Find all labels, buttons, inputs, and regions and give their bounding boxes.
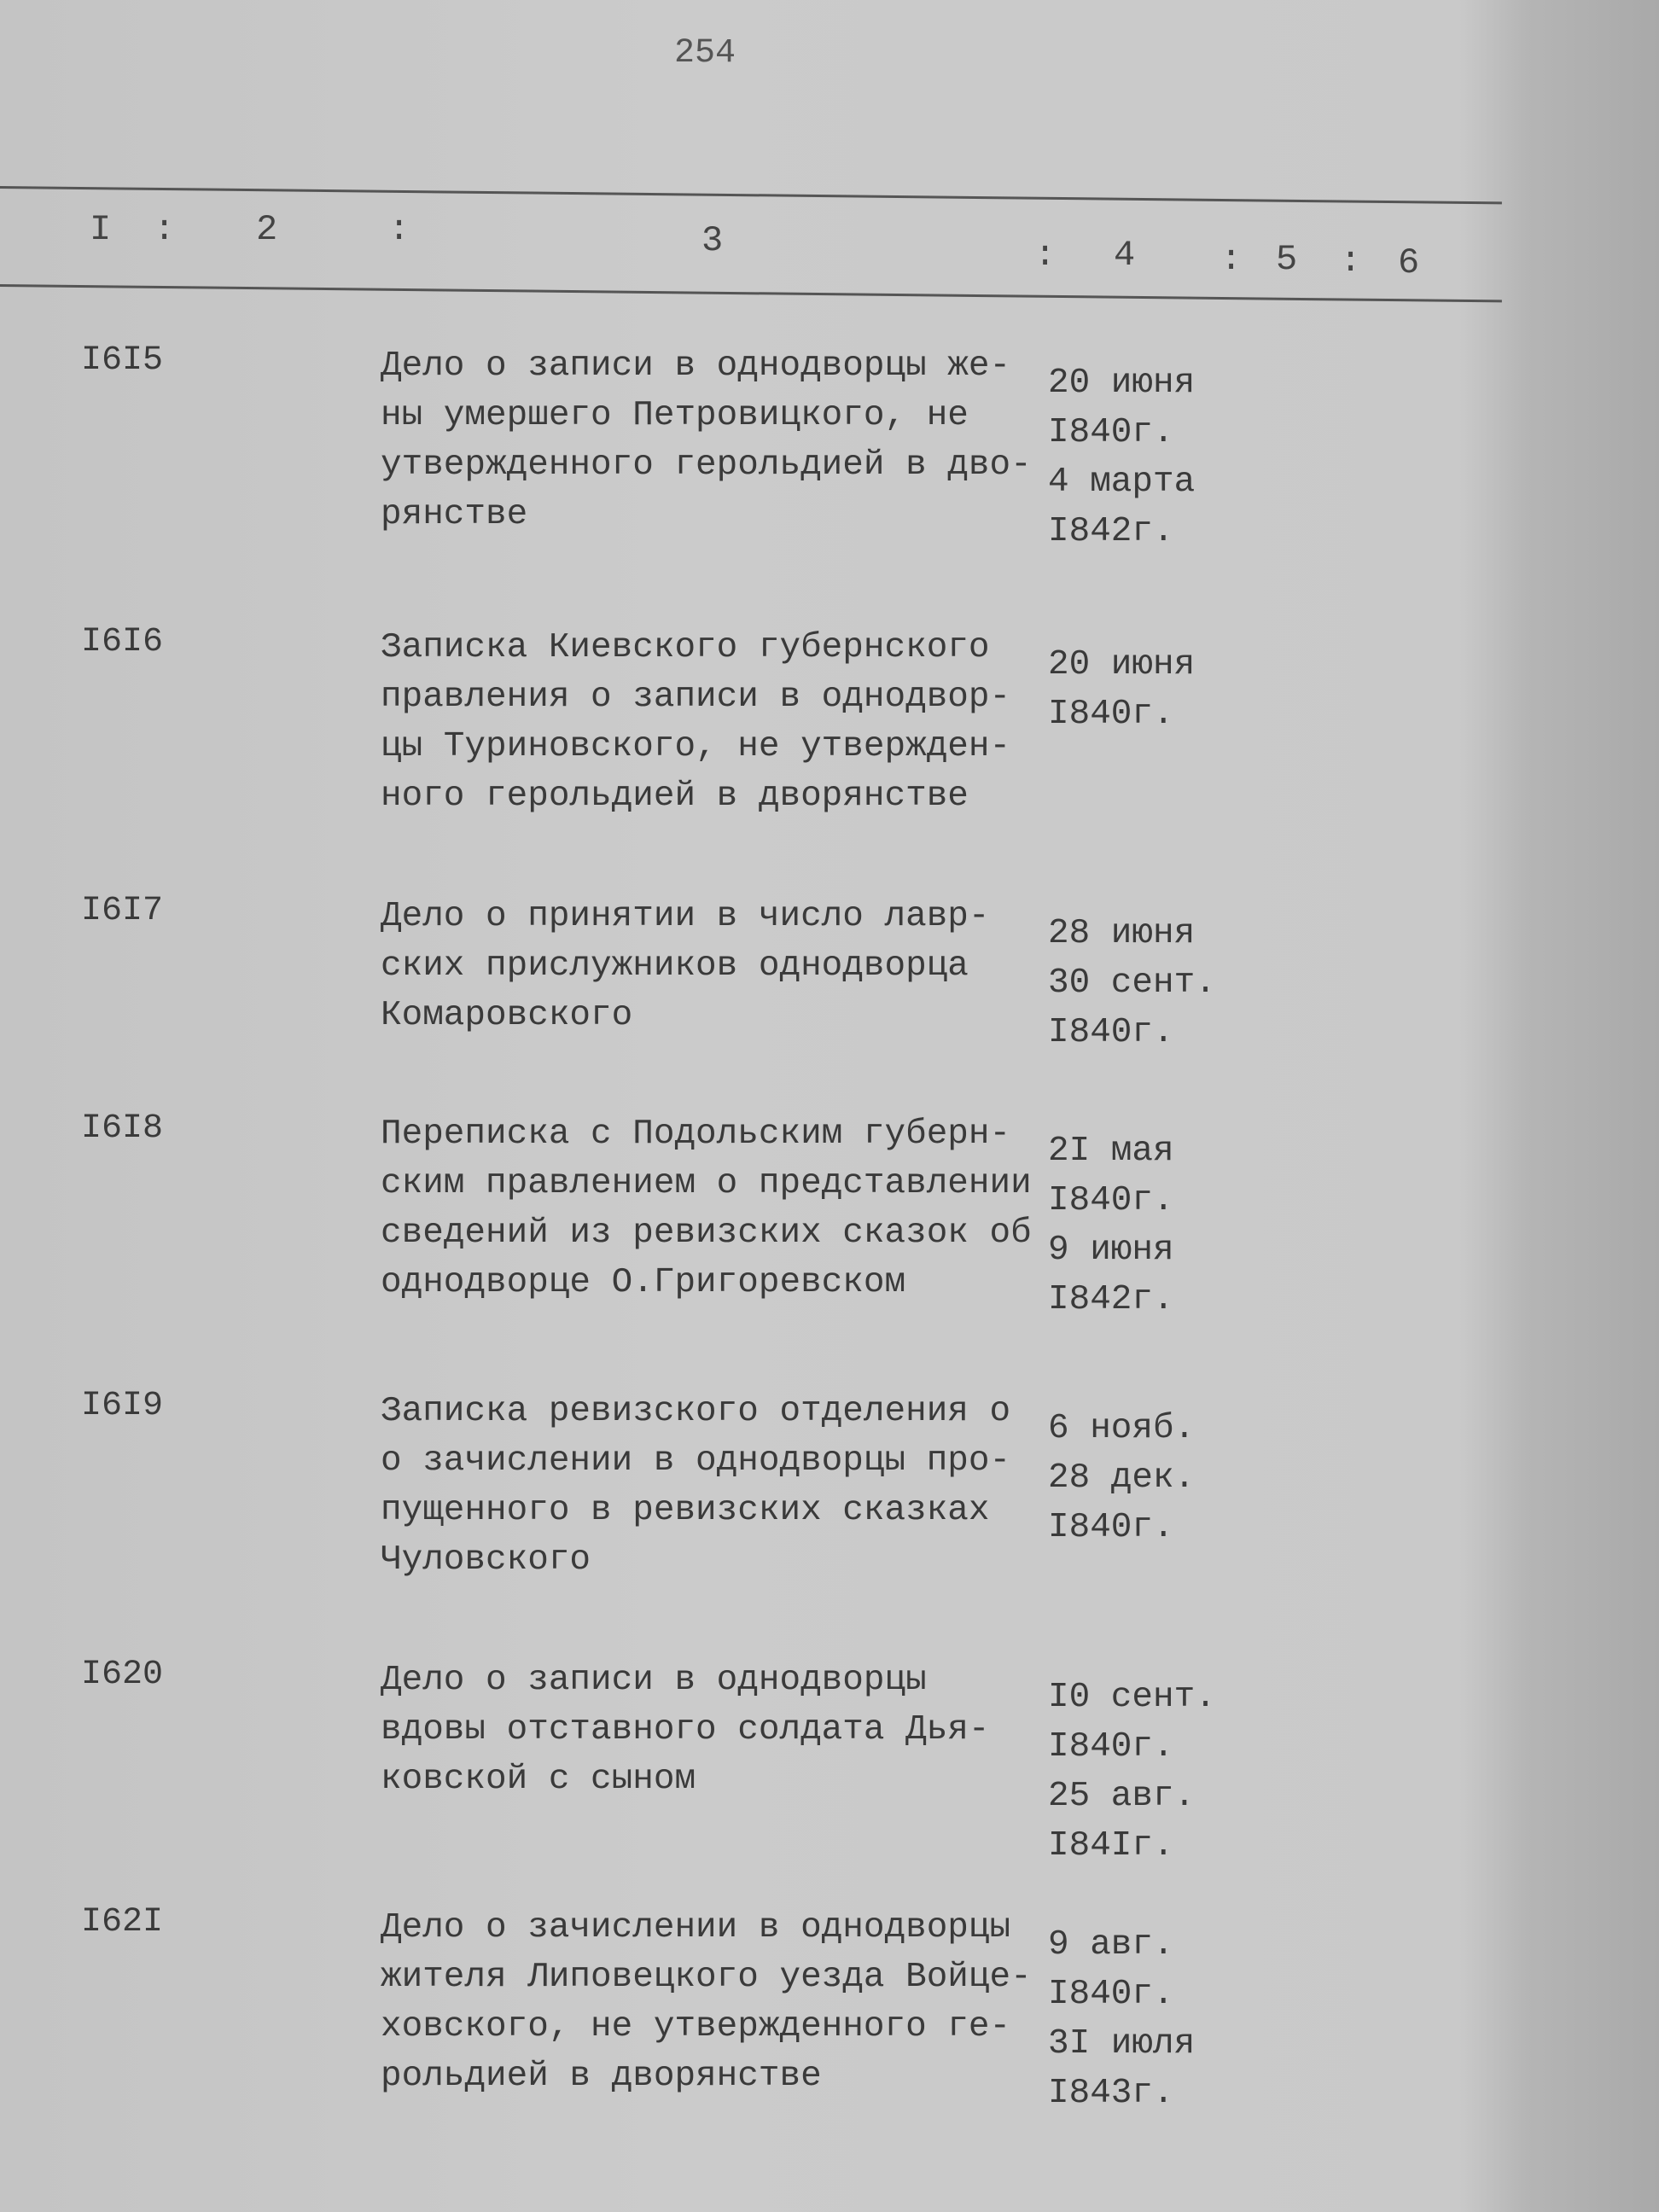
description-line: однодворце О.Григоревском — [381, 1263, 906, 1302]
description-line: Записка Киевского губернского — [381, 628, 990, 667]
description-line: ны умершего Петровицкого, не — [381, 396, 969, 435]
description-line: рянстве — [381, 495, 528, 534]
col-separator: : — [1034, 235, 1057, 276]
description-line: рольдией в дворянстве — [381, 2057, 822, 2096]
description-line: вдовы отставного солдата Дья- — [381, 1710, 990, 1749]
entry-number: I62I — [81, 1903, 164, 1941]
col-separator: : — [1220, 239, 1243, 280]
date-line: I843г. — [1048, 2074, 1174, 2113]
description-line: жителя Липовецкого уезда Войце- — [381, 1958, 1032, 1997]
description-line: Комаровского — [381, 996, 633, 1035]
date-line: 28 дек. — [1048, 1458, 1196, 1498]
col-header-1: I — [90, 209, 112, 250]
date-line: 3I июля — [1048, 2024, 1196, 2064]
date-line: I840г. — [1048, 1013, 1174, 1052]
description-line: ских прислужников однодворца — [381, 946, 969, 986]
date-line: I842г. — [1048, 512, 1174, 551]
description-line: ховского, не утвержденного ге- — [381, 2007, 1011, 2046]
entry-description — [381, 892, 990, 1040]
description-line: пущенного в ревизских сказках — [381, 1491, 990, 1530]
description-line: утвержденного герольдией в дво- — [381, 445, 1032, 485]
description-line: ским правлением о представлении — [381, 1164, 1032, 1203]
date-line: 20 июня — [1048, 364, 1196, 403]
entry-number: I6I9 — [81, 1387, 164, 1425]
description-line: Переписка с Подольским губерн- — [381, 1115, 1011, 1154]
entry-number: I6I5 — [81, 341, 164, 380]
entry-dates — [1048, 1920, 1195, 2118]
date-line: I84Iг. — [1048, 1826, 1174, 1866]
entry-description — [381, 1903, 1032, 2101]
col-header-2: 2 — [256, 209, 278, 250]
page-number: 254 — [674, 34, 736, 73]
description-line: ного герольдией в дворянстве — [381, 777, 969, 816]
date-line: I840г. — [1048, 1181, 1174, 1220]
entry-description — [381, 1109, 1032, 1307]
entry-dates — [1048, 358, 1195, 556]
col-separator: : — [1340, 241, 1362, 282]
header-bottom-rule — [0, 284, 1502, 302]
description-line: правления о записи в однодвор- — [381, 678, 1011, 717]
col-header-5: 5 — [1276, 239, 1298, 280]
date-line: 2I мая — [1048, 1132, 1174, 1171]
description-line: сведений из ревизских сказок об — [381, 1214, 1032, 1253]
date-line: I840г. — [1048, 695, 1174, 734]
col-separator: : — [388, 209, 410, 250]
date-line: I840г. — [1048, 1727, 1174, 1767]
entry-dates — [1048, 1673, 1216, 1871]
description-line: Записка ревизского отделения о — [381, 1392, 1011, 1431]
col-separator: : — [154, 209, 176, 250]
entry-description — [381, 623, 1010, 821]
date-line: I842г. — [1048, 1280, 1174, 1319]
entry-dates — [1048, 640, 1195, 739]
description-line: цы Туриновского, не утвержден- — [381, 727, 1011, 766]
description-line: Чуловского — [381, 1540, 591, 1580]
entry-number: I620 — [81, 1656, 164, 1694]
col-header-6: 6 — [1398, 242, 1420, 283]
header-top-rule — [0, 186, 1502, 204]
entry-number: I6I6 — [81, 623, 164, 661]
date-line: 9 авг. — [1048, 1925, 1174, 1965]
description-line: Дело о записи в однодворцы же- — [381, 346, 1011, 386]
entry-dates — [1048, 909, 1216, 1057]
date-line: I840г. — [1048, 413, 1174, 452]
entry-number: I6I8 — [81, 1109, 164, 1148]
entry-description — [381, 341, 1032, 539]
entry-number: I6I7 — [81, 892, 164, 930]
date-line: I0 сент. — [1048, 1678, 1216, 1717]
date-line: 28 июня — [1048, 914, 1196, 953]
description-line: Дело о принятии в число лавр- — [381, 897, 990, 936]
date-line: I840г. — [1048, 1508, 1174, 1547]
description-line: ковской с сыном — [381, 1760, 696, 1799]
col-header-3: 3 — [701, 220, 724, 261]
description-line: Дело о записи в однодворцы — [381, 1661, 927, 1700]
date-line: 30 сент. — [1048, 963, 1216, 1003]
entry-dates — [1048, 1404, 1195, 1552]
entry-dates — [1048, 1126, 1174, 1324]
description-line: Дело о зачислении в однодворцы — [381, 1908, 1011, 1947]
date-line: I840г. — [1048, 1975, 1174, 2014]
date-line: 20 июня — [1048, 645, 1196, 684]
entry-description — [381, 1387, 1010, 1585]
description-line: о зачислении в однодворцы про- — [381, 1441, 1011, 1481]
date-line: 9 июня — [1048, 1231, 1174, 1270]
entry-description — [381, 1656, 990, 1804]
date-line: 25 авг. — [1048, 1777, 1196, 1816]
date-line: 4 марта — [1048, 463, 1196, 502]
date-line: 6 нояб. — [1048, 1409, 1196, 1448]
col-header-4: 4 — [1114, 235, 1136, 276]
